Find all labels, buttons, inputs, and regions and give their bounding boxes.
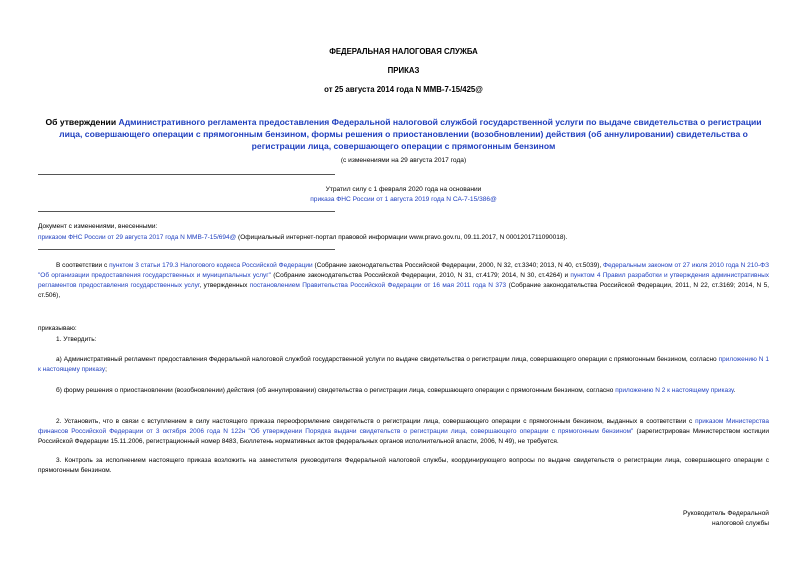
- item-text: .: [733, 387, 736, 394]
- order-word: приказываю:: [38, 325, 77, 332]
- signature-title: Руководитель Федеральной: [683, 510, 769, 517]
- divider: [38, 249, 335, 250]
- repeal-order-link[interactable]: приказа ФНС России от 1 августа 2019 года N СА-7-15/386@: [310, 196, 497, 203]
- item-text: 2. Установить, что в связи с вступлением в силу настоящего приказа переоформление свидетельств о регистрации лица, совершающего операции с прямогонным бензином, выданных в соответствии с: [56, 418, 696, 425]
- preamble-text: , утвержденных: [199, 282, 250, 289]
- item-text: а) Административный регламент предоставления Федеральной налоговой службой государственной услуги по выдаче свидетельства о регистрации лица, совершающего операции с прямогонным бензином, согласно: [56, 356, 719, 363]
- expired-note-link-line: [0, 196, 807, 203]
- item-2: [38, 417, 769, 447]
- item-1b: [38, 386, 769, 396]
- doc-date-number: от 25 августа 2014 года N ММВ-7-15/425@: [324, 85, 483, 94]
- item-1: 1. Утвердить:: [56, 336, 97, 343]
- agency-name: ФЕДЕРАЛЬНАЯ НАЛОГОВАЯ СЛУЖБА: [329, 47, 478, 56]
- preamble-text: (Собрание законодательства Российской Федерации, 2011, N 22, ст.3169; 2014, N 5, ст.506),: [38, 282, 770, 299]
- doc-type: ПРИКАЗ: [387, 66, 420, 75]
- divider: [38, 211, 335, 212]
- amended-note: (с изменениями на 29 августа 2017 года): [340, 157, 467, 164]
- rules-link[interactable]: пунктом 4 Правил разработки и утверждения административных регламентов предоставления государственных услуг: [38, 272, 769, 289]
- government-decree-link[interactable]: постановлением Правительства Российской Федерации от 16 мая 2011 года N 373: [249, 282, 507, 289]
- preamble-text: В соответствии с: [56, 262, 110, 269]
- appendix-1-link[interactable]: приложению N 1 к настоящему приказу: [38, 356, 770, 373]
- item-text: ;: [105, 366, 107, 373]
- appendix-2-link[interactable]: приложению N 2 к настоящему приказу: [615, 387, 734, 394]
- item-text: (зарегистрирован Министерством юстиции Российской Федерации 15.11.2006, регистрационный номер 8483, Бюллетень нормативных актов федеральных органов исполнительной власти, 2006, N 49), не требуется.: [38, 428, 769, 445]
- federal-law-link[interactable]: Федеральным законом от 27 июля 2010 года N 210-ФЗ "Об организации предоставления государственных и муниципальных услуг": [38, 262, 769, 279]
- divider: [38, 174, 335, 175]
- minfin-order-link[interactable]: приказом Министерства финансов Российской Федерации от 3 октября 2006 года N 122н "Об утверждении Порядка выдачи свидетельств о регистрации лица, совершающего операции с прямогонным бензином": [38, 418, 770, 435]
- item-1a: [38, 355, 769, 375]
- tax-code-link[interactable]: пунктом 3 статьи 179.3 Налогового кодекса Российской Федерации: [109, 262, 313, 269]
- changes-label: Документ с изменениями, внесенными:: [38, 223, 158, 230]
- item-3: 3. Контроль за исполнением настоящего приказа возложить на заместителя руководителя Федеральной налоговой службы, координирующего вопросы по выдаче свидетельств о регистрации лица, совершающего операции с прямогонным бензином.: [38, 457, 769, 474]
- amending-order-link[interactable]: приказом ФНС России от 29 августа 2017 года N ММВ-7-15/694@: [38, 234, 237, 241]
- preamble-text: (Собрание законодательства Российской Федерации, 2010, N 31, ст.4179; 2014, N 30, ст.4264) и: [271, 272, 571, 279]
- title-prefix: Об утверждении: [45, 117, 119, 127]
- changes-line: [38, 233, 769, 243]
- expired-note: Утратил силу с 1 февраля 2020 года на основании: [325, 186, 482, 193]
- changes-source: (Официальный интернет-портал правовой информации www.pravo.gov.ru, 09.11.2017, N 0001201711090018).: [236, 234, 568, 241]
- document-title: [40, 116, 767, 152]
- preamble-text: (Собрание законодательства Российской Федерации, 2000, N 32, ст.3340; 2013, N 40, ст.5039),: [312, 262, 604, 269]
- signature-title-line2: налоговой службы: [712, 520, 769, 527]
- preamble-paragraph: [38, 261, 769, 301]
- item-text: б) форму решения о приостановлении (возобновлении) действия (об аннулировании) свидетельства о регистрации лица, совершающего операции с прямогонным бензином, согласно: [56, 387, 616, 394]
- regulation-link[interactable]: Административного регламента предоставления Федеральной налоговой службой государственной услуги по выдаче свидетельства о регистрации лица, совершающего операции с прямогонным бензином, формы решения о приостановлении (возобновлении) действия (об аннулировании) свидетельства о регистрации лица, совершающего операции с прямогонным бензином: [59, 117, 762, 151]
